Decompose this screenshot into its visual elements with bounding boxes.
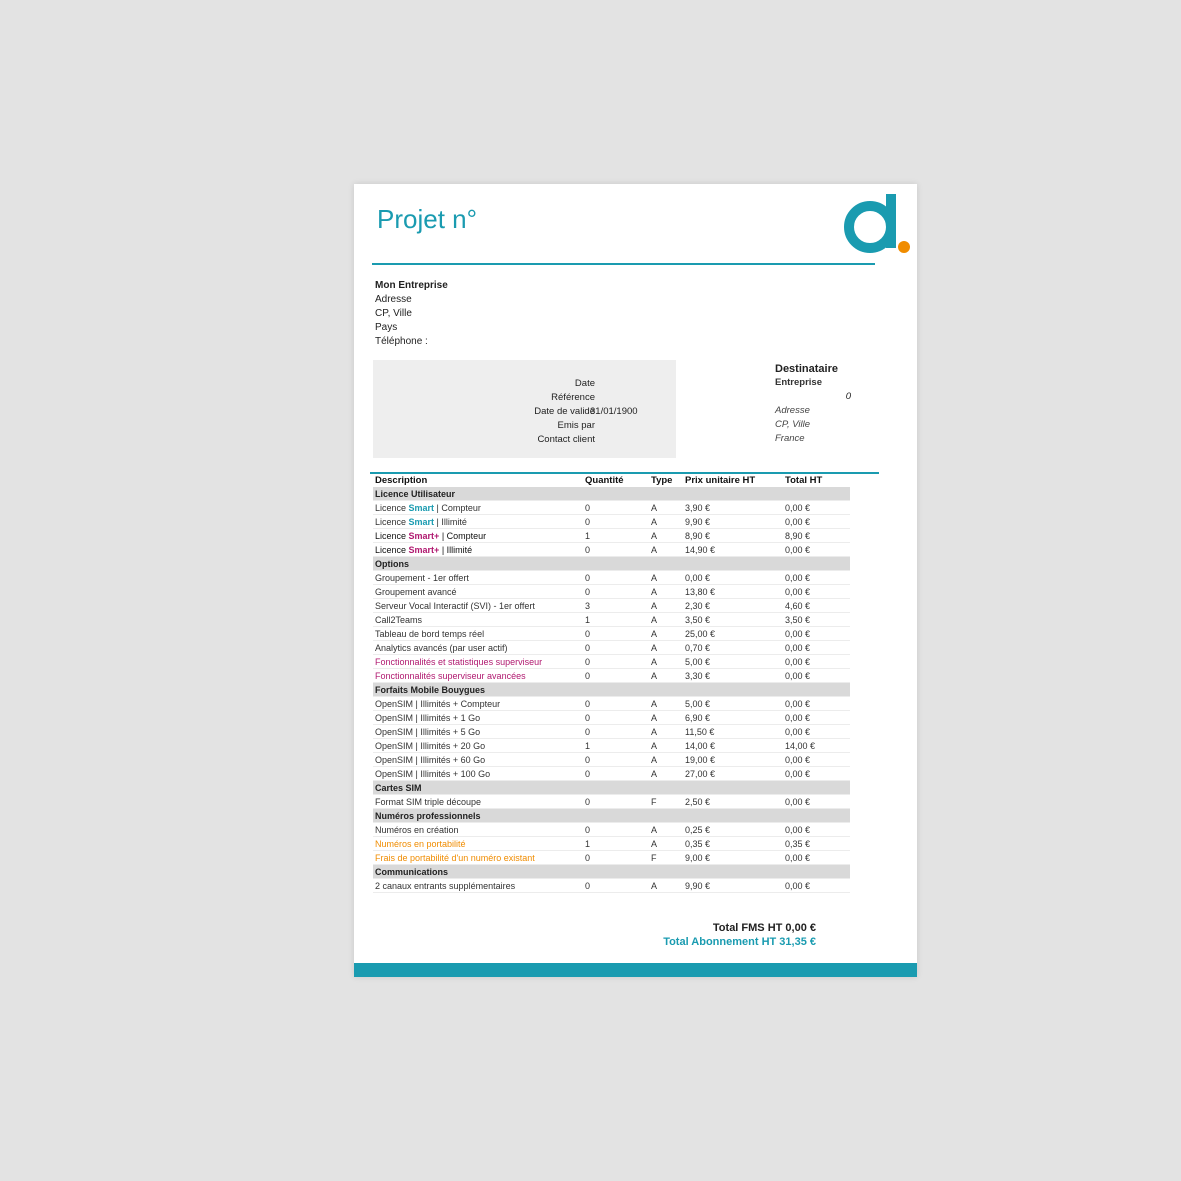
recipient-company: Entreprise	[775, 377, 822, 388]
cell-total: 0,00 €	[783, 585, 850, 599]
cell-unit-price: 14,00 €	[683, 739, 783, 753]
cell-type: A	[649, 501, 683, 515]
cell-unit-price: 8,90 €	[683, 529, 783, 543]
cell-total: 0,00 €	[783, 501, 850, 515]
recipient-block	[775, 362, 851, 446]
cell-total: 3,50 €	[783, 613, 850, 627]
cell-description	[373, 543, 583, 557]
cell-description: Analytics avancés (par user actif)	[373, 641, 583, 655]
table-row	[373, 529, 850, 543]
cell-unit-price: 0,25 €	[683, 823, 783, 837]
cell-type: F	[649, 795, 683, 809]
table-row	[373, 879, 850, 893]
cell-description: OpenSIM | Illimités + Compteur	[373, 697, 583, 711]
cell-total: 0,35 €	[783, 837, 850, 851]
table-row	[373, 725, 850, 739]
cell-unit-price: 6,90 €	[683, 711, 783, 725]
table-row	[373, 739, 850, 753]
cell-total: 0,00 €	[783, 627, 850, 641]
recipient-city: CP, Ville	[775, 419, 811, 430]
cell-total: 8,90 €	[783, 529, 850, 543]
cell-quantity: 1	[583, 739, 649, 753]
cell-unit-price: 0,70 €	[683, 641, 783, 655]
header-unit-price: Prix unitaire HT	[685, 475, 756, 486]
cell-type: A	[649, 515, 683, 529]
table-row	[373, 837, 850, 851]
cell-description: OpenSIM | Illimités + 60 Go	[373, 753, 583, 767]
header-quantity: Quantité	[585, 475, 624, 486]
recipient-country: France	[775, 433, 805, 444]
info-label-date: Date	[574, 378, 595, 389]
cell-description: OpenSIM | Illimités + 5 Go	[373, 725, 583, 739]
table-row	[373, 641, 850, 655]
cell-unit-price: 3,50 €	[683, 613, 783, 627]
table-header-row	[373, 474, 850, 487]
cell-total: 0,00 €	[783, 823, 850, 837]
table-row	[373, 851, 850, 865]
cell-description: Serveur Vocal Interactif (SVI) - 1er offert	[373, 599, 583, 613]
brand-logo	[840, 190, 912, 256]
info-value-date	[590, 377, 638, 391]
sender-phone: Téléphone :	[375, 336, 428, 347]
cell-quantity: 0	[583, 655, 649, 669]
cell-quantity: 0	[583, 571, 649, 585]
cell-type: A	[649, 641, 683, 655]
cell-quantity: 0	[583, 501, 649, 515]
cell-description: Numéros en création	[373, 823, 583, 837]
section-title: Communications	[373, 865, 850, 879]
section-title: Numéros professionnels	[373, 809, 850, 823]
cell-type: A	[649, 711, 683, 725]
cell-description: OpenSIM | Illimités + 20 Go	[373, 739, 583, 753]
info-label-validity: Date de validé	[534, 406, 595, 417]
cell-quantity: 1	[583, 529, 649, 543]
table-row	[373, 599, 850, 613]
cell-quantity: 0	[583, 823, 649, 837]
cell-total: 0,00 €	[783, 725, 850, 739]
table-row	[373, 655, 850, 669]
table-row	[373, 585, 850, 599]
cell-description: Frais de portabilité d'un numéro existant	[373, 851, 583, 865]
cell-unit-price: 2,30 €	[683, 599, 783, 613]
cell-unit-price: 3,30 €	[683, 669, 783, 683]
total-fms: Total FMS HT 0,00 €	[712, 922, 816, 934]
cell-quantity: 0	[583, 641, 649, 655]
cell-unit-price: 11,50 €	[683, 725, 783, 739]
cell-unit-price: 19,00 €	[683, 753, 783, 767]
cell-quantity: 0	[583, 795, 649, 809]
items-table	[373, 474, 850, 893]
header-divider	[372, 263, 875, 265]
cell-type: A	[649, 739, 683, 753]
cell-quantity: 1	[583, 613, 649, 627]
desc-suffix: | Compteur	[439, 530, 487, 541]
section-title: Cartes SIM	[373, 781, 850, 795]
cell-type: A	[649, 571, 683, 585]
cell-type: A	[649, 655, 683, 669]
cell-type: A	[649, 529, 683, 543]
cell-quantity: 1	[583, 837, 649, 851]
desc-prefix: Licence	[375, 530, 409, 541]
cell-quantity: 0	[583, 697, 649, 711]
cell-type: A	[649, 627, 683, 641]
cell-total: 0,00 €	[783, 655, 850, 669]
section-row	[373, 781, 850, 795]
table-row	[373, 697, 850, 711]
cell-quantity: 0	[583, 725, 649, 739]
cell-description: Format SIM triple découpe	[373, 795, 583, 809]
desc-suffix: | Illimité	[434, 516, 467, 527]
cell-quantity: 0	[583, 515, 649, 529]
cell-total: 0,00 €	[783, 879, 850, 893]
recipient-heading: Destinataire	[775, 363, 838, 375]
desc-prefix: Licence	[375, 502, 409, 513]
cell-unit-price: 27,00 €	[683, 767, 783, 781]
cell-type: A	[649, 585, 683, 599]
sender-block	[375, 279, 448, 349]
cell-description: Numéros en portabilité	[373, 837, 583, 851]
cell-type: A	[649, 697, 683, 711]
section-title: Options	[373, 557, 850, 571]
cell-unit-price: 25,00 €	[683, 627, 783, 641]
cell-type: A	[649, 767, 683, 781]
header-type: Type	[651, 475, 673, 486]
cell-description: Fonctionnalités superviseur avancées	[373, 669, 583, 683]
sender-company: Mon Entreprise	[375, 280, 448, 291]
cell-unit-price: 9,90 €	[683, 515, 783, 529]
footer-bar	[354, 963, 917, 977]
info-value-contact	[590, 433, 638, 447]
cell-quantity: 0	[583, 879, 649, 893]
cell-type: A	[649, 669, 683, 683]
cell-quantity: 0	[583, 627, 649, 641]
info-value-reference	[590, 391, 638, 405]
table-row	[373, 627, 850, 641]
cell-quantity: 0	[583, 585, 649, 599]
cell-total: 0,00 €	[783, 641, 850, 655]
cell-total: 0,00 €	[783, 515, 850, 529]
cell-quantity: 3	[583, 599, 649, 613]
section-row	[373, 683, 850, 697]
info-value-issuer	[590, 419, 638, 433]
table-row	[373, 613, 850, 627]
cell-unit-price: 9,00 €	[683, 851, 783, 865]
cell-total: 0,00 €	[783, 767, 850, 781]
sender-city: CP, Ville	[375, 308, 412, 319]
cell-description: Groupement - 1er offert	[373, 571, 583, 585]
cell-type: A	[649, 823, 683, 837]
info-label-reference: Référence	[551, 392, 595, 403]
product-name: Smart+	[408, 530, 440, 541]
cell-total: 0,00 €	[783, 669, 850, 683]
cell-description: OpenSIM | Illimités + 1 Go	[373, 711, 583, 725]
cell-type: A	[649, 613, 683, 627]
cell-unit-price: 5,00 €	[683, 697, 783, 711]
table-row	[373, 711, 850, 725]
table-row	[373, 501, 850, 515]
quote-info-box	[373, 360, 676, 458]
section-row	[373, 487, 850, 501]
cell-total: 0,00 €	[783, 753, 850, 767]
sender-address: Adresse	[375, 294, 412, 305]
table-row	[373, 795, 850, 809]
cell-total: 0,00 €	[783, 697, 850, 711]
info-value-validity: 31/01/1900	[590, 406, 638, 417]
info-label-contact: Contact client	[537, 434, 595, 445]
info-label-issuer: Emis par	[557, 420, 595, 431]
cell-total: 4,60 €	[783, 599, 850, 613]
cell-type: A	[649, 725, 683, 739]
table-row	[373, 543, 850, 557]
cell-quantity: 0	[583, 753, 649, 767]
cell-quantity: 0	[583, 851, 649, 865]
cell-unit-price: 9,90 €	[683, 879, 783, 893]
cell-unit-price: 3,90 €	[683, 501, 783, 515]
cell-total: 0,00 €	[783, 543, 850, 557]
table-row	[373, 767, 850, 781]
cell-description: Call2Teams	[373, 613, 583, 627]
cell-type: A	[649, 879, 683, 893]
section-title: Licence Utilisateur	[373, 487, 850, 501]
desc-prefix: Licence	[375, 516, 409, 527]
cell-description: Groupement avancé	[373, 585, 583, 599]
desc-prefix: Licence	[375, 544, 409, 555]
product-name: Smart+	[408, 544, 440, 555]
page-title: Projet n°	[377, 204, 478, 234]
totals-block	[663, 921, 816, 949]
product-name: Smart	[408, 516, 435, 527]
recipient-address: Adresse	[775, 405, 810, 416]
cell-type: F	[649, 851, 683, 865]
cell-type: A	[649, 599, 683, 613]
table-row	[373, 571, 850, 585]
cell-description	[373, 501, 583, 515]
cell-total: 0,00 €	[783, 851, 850, 865]
cell-description	[373, 529, 583, 543]
cell-type: A	[649, 543, 683, 557]
header-description: Description	[375, 475, 428, 486]
cell-total: 0,00 €	[783, 795, 850, 809]
cell-total: 0,00 €	[783, 571, 850, 585]
cell-quantity: 0	[583, 767, 649, 781]
desc-suffix: | Illimité	[439, 544, 473, 555]
section-row	[373, 865, 850, 879]
cell-type: A	[649, 837, 683, 851]
cell-quantity: 0	[583, 669, 649, 683]
cell-unit-price: 2,50 €	[683, 795, 783, 809]
table-row	[373, 823, 850, 837]
cell-description: OpenSIM | Illimités + 100 Go	[373, 767, 583, 781]
info-labels	[534, 377, 595, 447]
cell-description	[373, 515, 583, 529]
quote-page	[354, 184, 917, 977]
table-row	[373, 753, 850, 767]
cell-quantity: 0	[583, 543, 649, 557]
total-subscription: Total Abonnement HT 31,35 €	[663, 936, 816, 948]
cell-description: Fonctionnalités et statistiques superviseur	[373, 655, 583, 669]
cell-unit-price: 14,90 €	[683, 543, 783, 557]
cell-quantity: 0	[583, 711, 649, 725]
cell-unit-price: 13,80 €	[683, 585, 783, 599]
cell-type: A	[649, 753, 683, 767]
cell-description: Tableau de bord temps réel	[373, 627, 583, 641]
table-row	[373, 669, 850, 683]
section-row	[373, 809, 850, 823]
sender-country: Pays	[375, 322, 398, 333]
cell-unit-price: 0,00 €	[683, 571, 783, 585]
desc-suffix: | Compteur	[434, 502, 481, 513]
section-row	[373, 557, 850, 571]
items-body	[373, 487, 850, 893]
section-title: Forfaits Mobile Bouygues	[373, 683, 850, 697]
info-values	[590, 377, 638, 447]
cell-description: 2 canaux entrants supplémentaires	[373, 879, 583, 893]
header-total: Total HT	[785, 475, 823, 486]
product-name: Smart	[408, 502, 435, 513]
table-row	[373, 515, 850, 529]
recipient-number: 0	[845, 391, 851, 402]
cell-unit-price: 0,35 €	[683, 837, 783, 851]
cell-unit-price: 5,00 €	[683, 655, 783, 669]
cell-total: 0,00 €	[783, 711, 850, 725]
cell-total: 14,00 €	[783, 739, 850, 753]
